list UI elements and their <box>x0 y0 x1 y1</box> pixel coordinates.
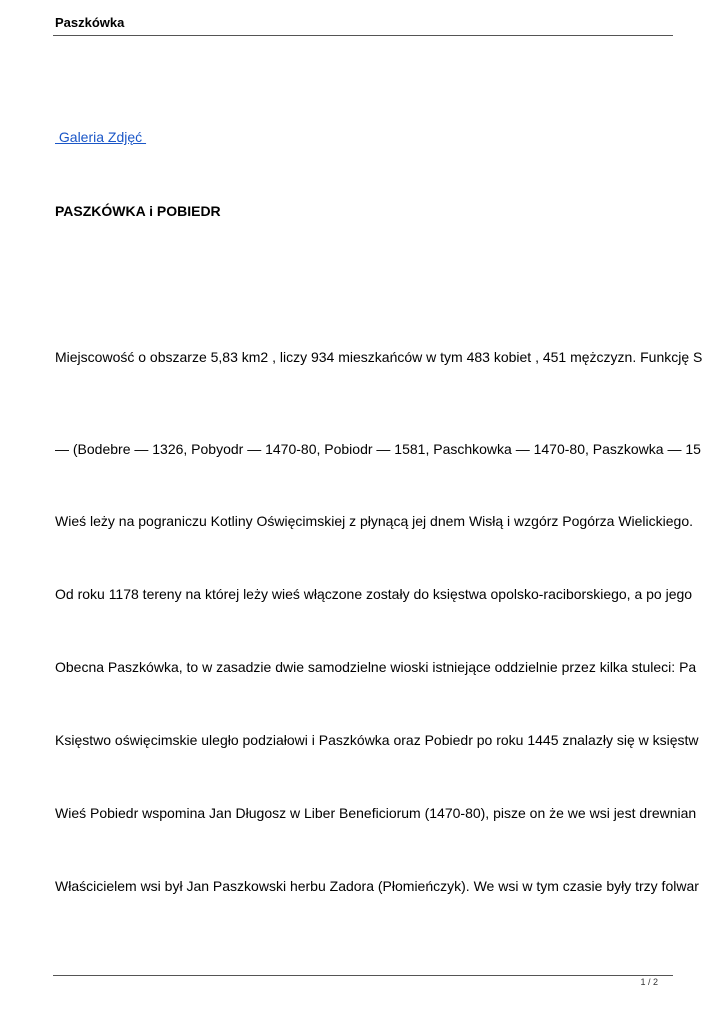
paragraph-history: Od roku 1178 tereny na której leży wieś włączone zostały do księstwa opolsko-raciborskiego, a po jego <box>55 586 693 602</box>
document-heading: PASZKÓWKA i POBIEDR <box>55 203 221 219</box>
paragraph-location: Wieś leży na pograniczu Kotliny Oświęcimskiej z płynącą jej dnem Wisłą i wzgórz Pogórza Wielickiego. <box>55 513 694 529</box>
paragraph-owner: Właścicielem wsi był Jan Paszkowski herbu Zadora (Płomieńczyk). We wsi w tym czasie były trzy folwar <box>55 878 699 894</box>
paragraph-names: — (Bodebre — 1326, Pobyodr — 1470-80, Pobiodr — 1581, Paschkowka — 1470-80, Paszkowka — 15 <box>55 441 701 457</box>
page-header-title: Paszkówka <box>55 15 125 30</box>
page-number: 1 / 2 <box>640 977 658 987</box>
paragraph-area: Miejscowość o obszarze 5,83 km2 , liczy 934 mieszkańców w tym 483 kobiet , 451 mężczyzn. Funkcję S <box>55 349 703 365</box>
footer-divider <box>53 975 673 976</box>
header-divider <box>53 35 673 36</box>
paragraph-duchy: Księstwo oświęcimskie uległo podziałowi i Paszkówka oraz Pobiedr po roku 1445 znalazły się w księstw <box>55 732 699 748</box>
paragraph-dlugosz: Wieś Pobiedr wspomina Jan Długosz w Liber Beneficiorum (1470-80), pisze on że we wsi jest drewnian <box>55 805 697 821</box>
gallery-link[interactable]: Galeria Zdjęć <box>55 129 147 145</box>
paragraph-villages: Obecna Paszkówka, to w zasadzie dwie samodzielne wioski istniejące oddzielnie przez kilka stuleci: Pa <box>55 659 697 675</box>
